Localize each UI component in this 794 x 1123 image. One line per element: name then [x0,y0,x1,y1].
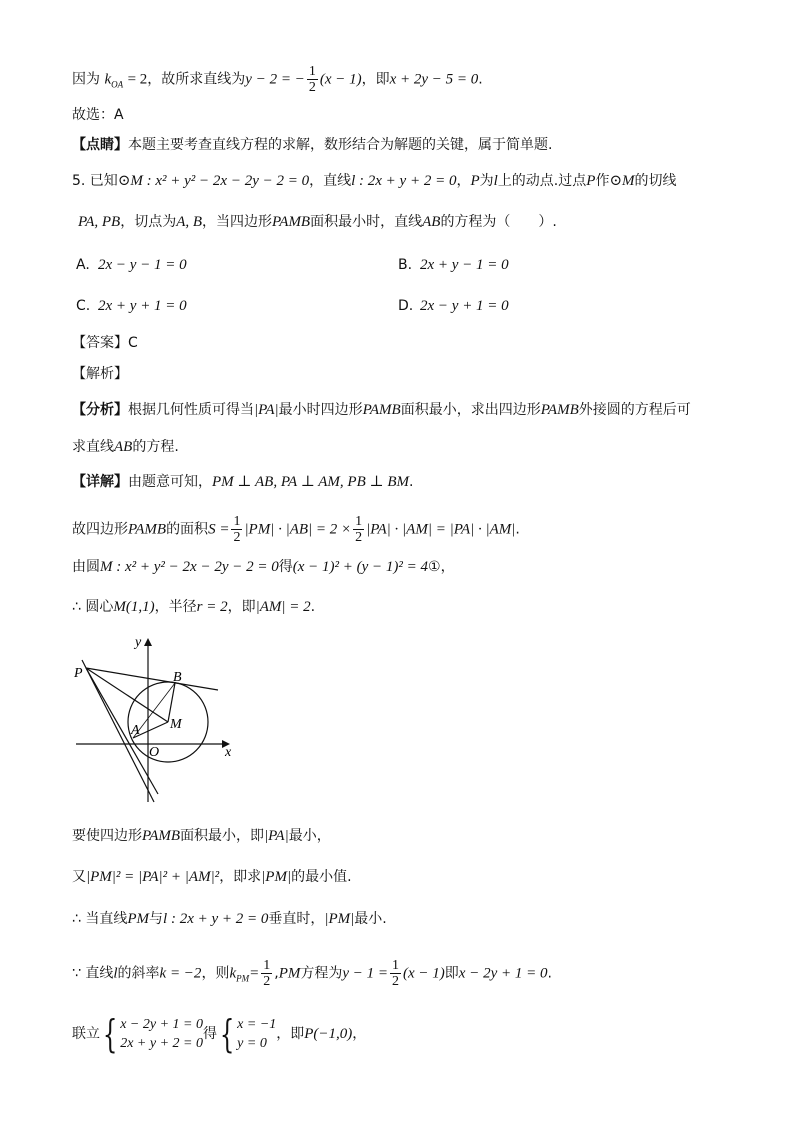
answer-line: 【答案】C [72,335,138,351]
option-c: C. 2x + y + 1 = 0 [76,298,187,314]
label-b: B [173,670,182,685]
label-m: M [170,717,182,732]
geometry-figure [72,634,242,806]
option-d: D. 2x − y + 1 = 0 [398,298,509,314]
question-5-line2: PA, PB，切点为A, B，当四边形PAMB面积最小时，直线AB的方程为（ ）. [78,214,557,230]
fenxi-line1: 【分析】根据几何性质可得当|PA|最小时四边形PAMB面积最小，求出四边形PAMB外接圆的方程后可 [72,402,691,418]
minimize-line2: 又|PM|² = |PA|² + |AM|²，即求|PM|的最小值. [72,869,352,885]
circle-eq-line: 由圆M : x² + y² − 2x − 2y − 2 = 0得(x − 1)² + (y − 1)² = 4①， [72,559,455,575]
line-kOA: 因为 $k_{OA} = 2$，故所求直线为y − 2 = − $\frac{1}{2}$ (x − 1)，即x + 2y − 5 = 0. [72,64,483,95]
choose-line: 故选：A [72,107,124,123]
center-line: ∴ 圆心M(1,1)，半径r = 2，即|AM| = 2. [72,599,316,615]
label-y: y [135,635,142,650]
option-b: B. 2x + y − 1 = 0 [398,257,509,273]
perpendicular-line: ∴ 当直线PM与l : 2x + y + 2 = 0垂直时，|PM|最小. [72,911,387,927]
label-x: x [225,745,232,760]
fraction: $\frac{1}{2}$ [308,64,316,95]
equation-system: x − 2y + 1 = 0 2x + y + 2 = 0 [120,1017,203,1051]
solution-system: x = −1 y = 0 [237,1017,277,1051]
segment-pm [86,668,168,722]
left-brace: { [219,1012,235,1056]
left-brace: { [102,1012,118,1056]
fraction: $\frac{1}{2}$ [355,514,363,545]
analysis-tag: 【解析】 [72,366,128,382]
fenxi-line2: 求直线AB的方程. [72,439,179,455]
question-5-line1: 5. 已知⊙M : x² + y² − 2x − 2y − 2 = 0，直线l : 2x + y + 2 = 0，P为l上的动点.过点P作⊙M的切线 [72,173,677,189]
tangent-pb [86,668,218,690]
fraction: $\frac{1}{2}$ [392,958,400,989]
label-p: P [74,666,83,681]
option-a: A. 2x − y − 1 = 0 [76,257,187,273]
fraction: $\frac{1}{2}$ [233,514,241,545]
point-line: 【点睛】本题主要考查直线方程的求解，数形结合为解题的关键，属于简单题. [72,137,553,153]
xiangjie-line: 【详解】由题意可知，PM ⊥ AB, PA ⊥ AM, PB ⊥ BM. [72,474,414,490]
fraction: $\frac{1}{2}$ [263,958,271,989]
label-o: O [149,745,160,760]
line-l [82,660,154,802]
label-a: A [131,723,140,738]
system-line: 联立{ x − 2y + 1 = 0 2x + y + 2 = 0 得{ x = −1 y = 0 ，即P(−1,0)， [72,1012,367,1056]
slope-line: ∵ 直线l的斜率k = −2，则$k_{PM}=$ $\frac{1}{2}$ ,PM方程为y − 1 = $\frac{1}{2}$ (x − 1)即x − 2y + 1 = 0. [72,958,552,989]
minimize-line1: 要使四边形PAMB面积最小，即|PA|最小， [72,828,331,844]
area-line: 故四边形PAMB的面积S = $\frac{1}{2}$ |PM| · |AB| = 2 × $\frac{1}{2}$ |PA| · |AM| = |PA| · |AM|. [72,514,520,545]
y-axis-arrow [144,638,152,646]
